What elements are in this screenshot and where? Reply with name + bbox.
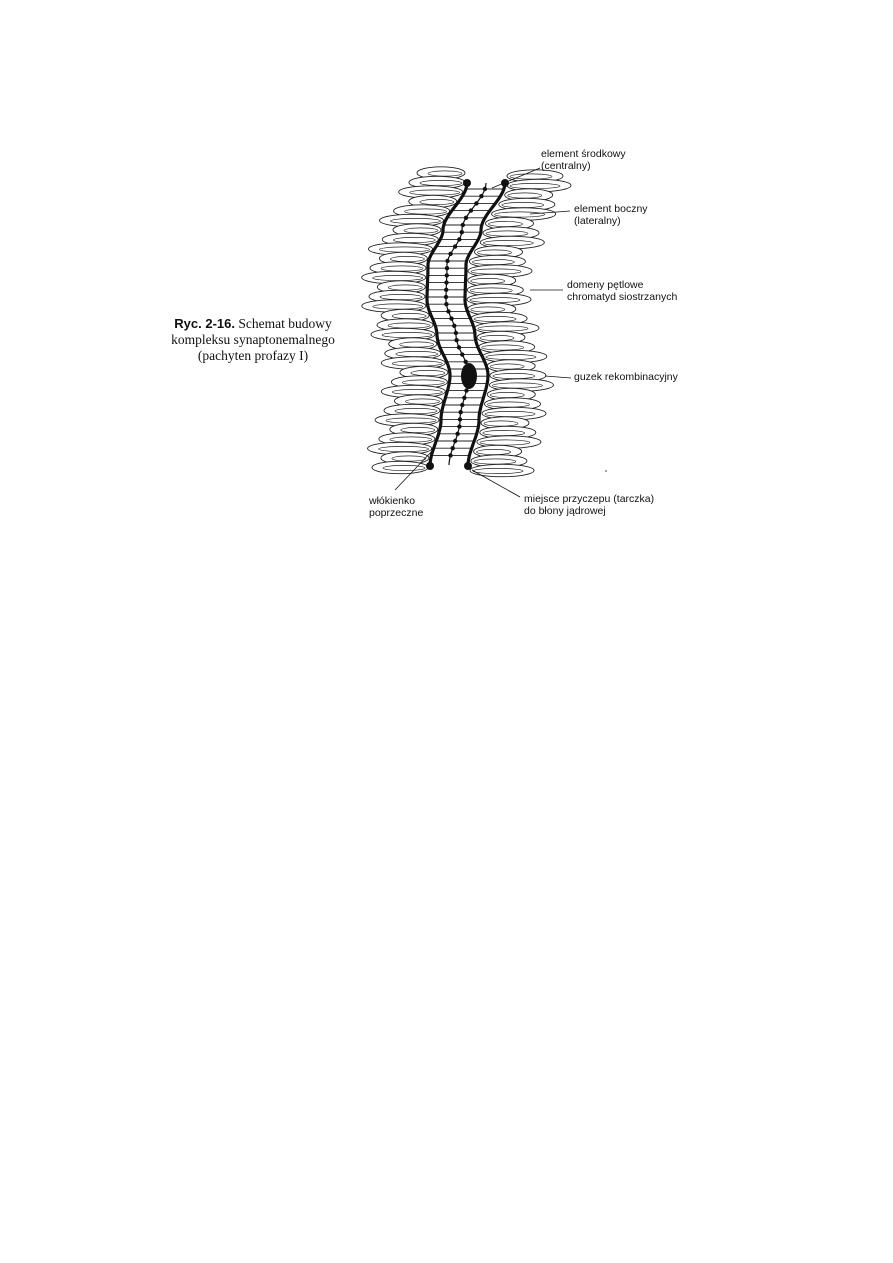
label-loop-domains: [567, 279, 677, 303]
central-element-bead: [444, 295, 448, 299]
recombination-nodule: [461, 363, 477, 389]
central-element-bead: [454, 331, 458, 335]
right-chromatid-loops: [467, 170, 571, 477]
central-element-bead: [464, 388, 468, 392]
leader-recombination-nodule: [545, 376, 571, 378]
central-element-bead: [455, 432, 459, 436]
label-transverse-filament: [369, 495, 423, 519]
central-element-bead: [462, 396, 466, 400]
label-attachment-site-line1: miejsce przyczepu (tarczka): [524, 493, 655, 505]
central-element-bead: [444, 280, 448, 284]
central-element-bead: [457, 345, 461, 349]
label-lateral-element-line1: element boczny: [574, 203, 648, 215]
central-element-bead: [444, 302, 448, 306]
label-central-element: [541, 148, 626, 172]
figure-number: Ryc. 2-16.: [174, 316, 235, 331]
central-element-bead: [474, 201, 478, 205]
attachment-plaque: [464, 462, 472, 470]
central-element-bead: [446, 309, 450, 313]
central-element-bead: [483, 187, 487, 191]
central-element-bead: [457, 237, 461, 241]
caption-line-3: (pachyten profazy I): [197, 348, 309, 363]
central-element-bead: [460, 403, 464, 407]
central-element-bead: [459, 410, 463, 414]
speck: [605, 470, 607, 472]
label-recombination-nodule-line1: guzek rekombinacyjny: [574, 371, 678, 383]
central-element-bead: [457, 424, 461, 428]
label-lateral-element-line2: (lateralny): [574, 215, 621, 227]
label-attachment-site-line2: do błony jądrowej: [524, 505, 606, 517]
central-element-bead: [444, 288, 448, 292]
label-attachment-site: [524, 493, 654, 517]
central-element-bead: [469, 208, 473, 212]
central-element-bead: [449, 316, 453, 320]
central-element-bead: [445, 259, 449, 263]
chromatin-loop: [372, 461, 428, 473]
attachment-plaque: [463, 179, 471, 187]
caption-line-1: Schemat budowy: [238, 316, 332, 331]
label-transverse-filament-line2: poprzeczne: [369, 507, 424, 519]
label-lateral-element: [574, 203, 648, 227]
caption-line-2: kompleksu synaptonemalnego: [171, 332, 335, 347]
central-element-bead: [448, 252, 452, 256]
central-element-bead: [445, 273, 449, 277]
central-element-bead: [458, 417, 462, 421]
central-element-bead: [460, 352, 464, 356]
central-element-bead: [448, 453, 452, 457]
central-element-bead: [451, 446, 455, 450]
label-loop-domains-line2: chromatyd siostrzanych: [567, 291, 678, 303]
central-element-bead: [479, 194, 483, 198]
central-element-bead: [445, 266, 449, 270]
label-transverse-filament-line1: włókienko: [369, 495, 416, 507]
central-element-bead: [454, 338, 458, 342]
central-element-bead: [464, 216, 468, 220]
central-element-bead: [452, 324, 456, 328]
label-central-element-line2: (centralny): [541, 160, 591, 172]
label-recombination-nodule: [574, 371, 678, 383]
label-central-element-line1: element środkowy: [541, 148, 626, 160]
label-loop-domains-line1: domeny pętlowe: [567, 279, 644, 291]
central-element-bead: [460, 230, 464, 234]
central-element-bead: [453, 439, 457, 443]
central-element-bead: [461, 223, 465, 227]
central-element-bead: [453, 244, 457, 248]
attachment-plaque: [426, 462, 434, 470]
chromatin-loop: [470, 464, 534, 476]
